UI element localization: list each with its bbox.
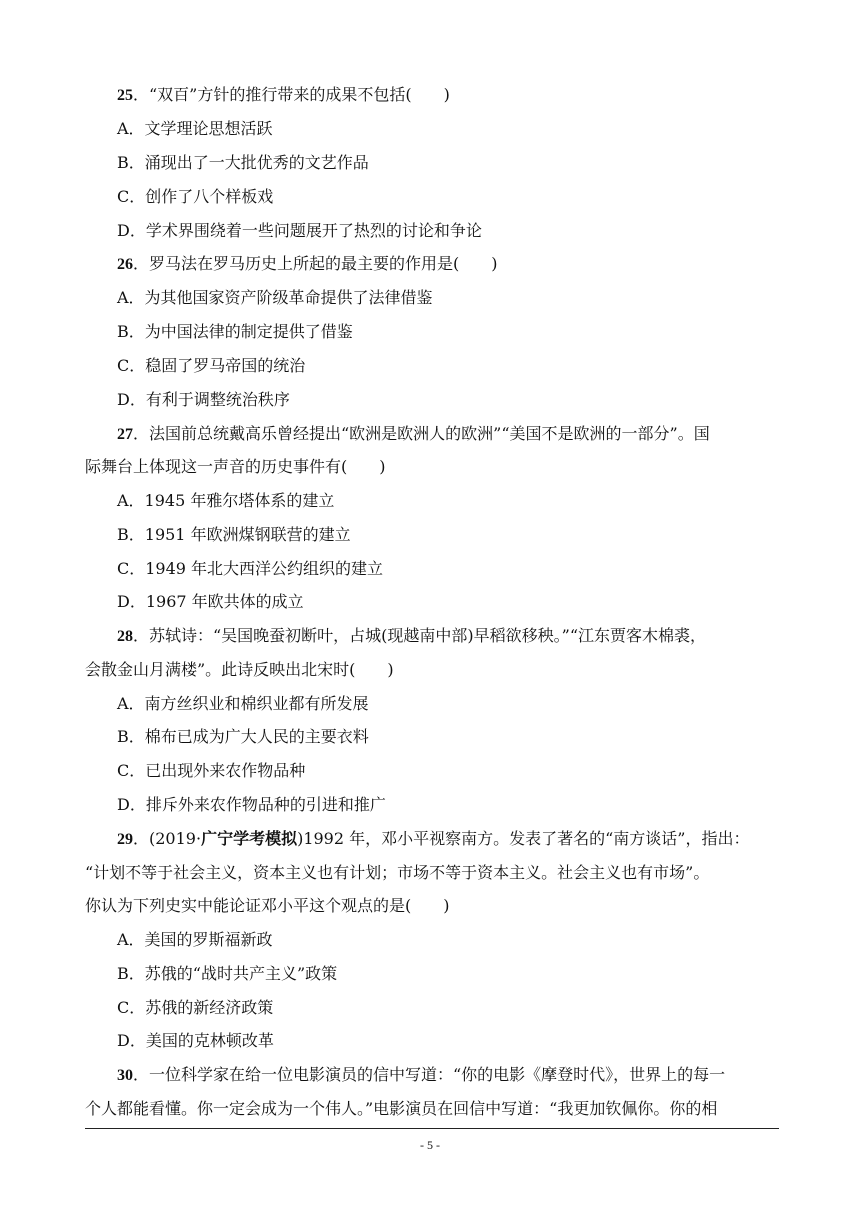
question-25-option-b: B．涌现出了一大批优秀的文艺作品	[117, 153, 369, 172]
question-source-prefix: ．(2019·	[133, 829, 202, 848]
question-27-option-b: B．1951 年欧洲煤钢联营的建立	[117, 525, 351, 544]
question-25-option-a: A．文学理论思想活跃	[117, 119, 273, 138]
question-number: 25	[117, 87, 133, 104]
question-29-option-d: D．美国的克林顿改革	[117, 1031, 274, 1050]
question-30-stem-cont: 个人都能看懂。你一定会成为一个伟人。”电影演员在回信中写道：“我更加钦佩你。你的相	[85, 1099, 718, 1118]
question-26-option-c: C．稳固了罗马帝国的统治	[117, 356, 306, 375]
question-29-stem-cont-2: 你认为下列史实中能论证邓小平这个观点的是( )	[85, 896, 450, 915]
question-number: 26	[117, 256, 133, 273]
question-27-option-d: D．1967 年欧共体的成立	[117, 592, 304, 611]
question-29-stem-cont-1: “计划不等于社会主义，资本主义也有计划；市场不等于资本主义。社会主义也有市场”。	[85, 863, 710, 882]
question-29-option-a: A．美国的罗斯福新政	[117, 930, 273, 949]
question-27-option-c: C．1949 年北大西洋公约组织的建立	[117, 559, 384, 578]
question-number: 27	[117, 426, 133, 443]
question-25-option-d: D．学术界围绕着一些问题展开了热烈的讨论和争论	[117, 221, 482, 240]
question-29-option-c: C．苏俄的新经济政策	[117, 998, 274, 1017]
question-28-option-c: C．已出现外来农作物品种	[117, 761, 306, 780]
question-29-stem: 29．(2019·广宁学考模拟)1992 年，邓小平视察南方。发表了著名的“南方谈话”，指出：	[117, 829, 750, 848]
question-27-stem: 27．法国前总统戴高乐曾经提出“欧洲是欧洲人的欧洲”“美国不是欧洲的一部分”。国	[117, 424, 710, 443]
footer-divider	[85, 1128, 779, 1129]
question-28-option-d: D．排斥外来农作物品种的引进和推广	[117, 795, 386, 814]
question-27-stem-cont: 际舞台上体现这一声音的历史事件有( )	[85, 457, 386, 476]
question-26-option-d: D．有利于调整统治秩序	[117, 390, 290, 409]
question-29-option-b: B．苏俄的“战时共产主义”政策	[117, 964, 338, 983]
question-25-stem: 25．“双百”方针的推行带来的成果不包括( )	[117, 85, 450, 104]
question-26-option-b: B．为中国法律的制定提供了借鉴	[117, 322, 353, 341]
question-number: 29	[117, 831, 133, 848]
page-number: - 5 -	[420, 1138, 440, 1152]
question-28-option-a: A．南方丝织业和棉织业都有所发展	[117, 694, 369, 713]
question-26-stem: 26．罗马法在罗马历史上所起的最主要的作用是( )	[117, 254, 498, 273]
question-source-name: 广宁学考模拟	[201, 829, 298, 848]
question-28-stem: 28．苏轼诗：“吴国晚蚕初断叶，占城(现越南中部)早稻欲移秧。”“江东贾客木棉裘，	[117, 626, 707, 645]
question-30-stem: 30．一位科学家在给一位电影演员的信中写道：“你的电影《摩登时代》，世界上的每一	[117, 1065, 726, 1084]
question-number: 30	[117, 1067, 133, 1084]
question-28-stem-cont: 会散金山月满楼”。此诗反映出北宋时( )	[85, 660, 394, 679]
question-28-option-b: B．棉布已成为广大人民的主要衣料	[117, 727, 369, 746]
question-27-option-a: A．1945 年雅尔塔体系的建立	[117, 491, 335, 510]
question-25-option-c: C．创作了八个样板戏	[117, 187, 274, 206]
question-number: 28	[117, 628, 133, 645]
question-26-option-a: A．为其他国家资产阶级革命提供了法律借鉴	[117, 288, 433, 307]
